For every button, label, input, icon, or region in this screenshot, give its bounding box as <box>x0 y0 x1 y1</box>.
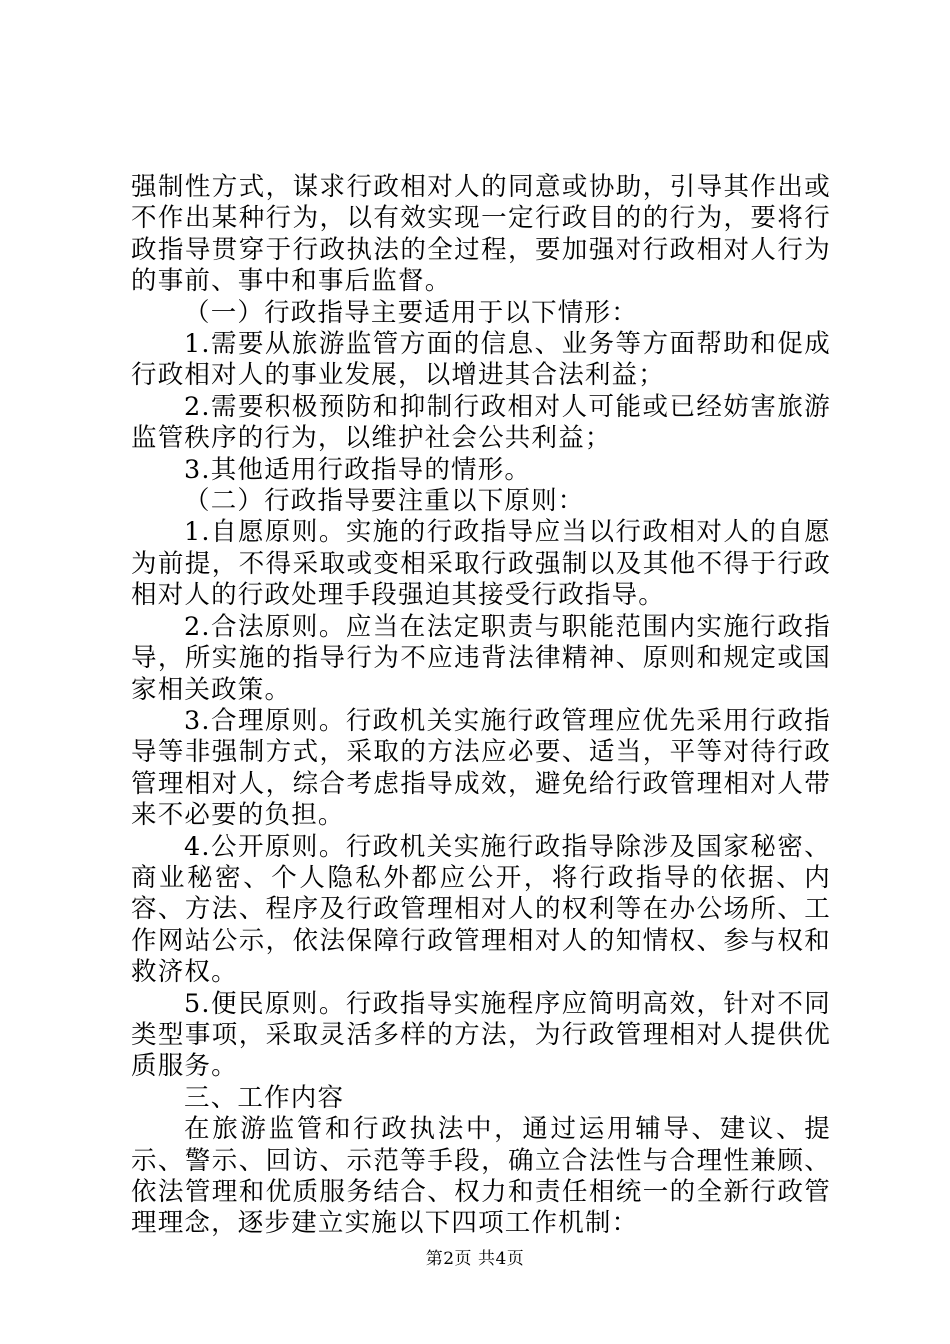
document-body <box>131 172 831 1240</box>
paragraph-continuation: 强制性方式，谋求行政相对人的同意或协助，引导其作出或不作出某种行为，以有效实现一定行政目的的行为，要将行政指导贯穿于行政执法的全过程，要加强对行政相对人行为的事前、事中和事后监督。 <box>131 172 831 297</box>
list-item-principle-public: 4.公开原则。行政机关实施行政指导除涉及国家秘密、商业秘密、个人隐私外都应公开，将行政指导的依据、内容、方法、程序及行政管理相对人的权利等在办公场所、工作网站公示，依法保障行政管理相对人的知情权、参与权和救济权。 <box>131 831 831 988</box>
section-heading-principles: （二）行政指导要注重以下原则： <box>184 486 585 517</box>
paragraph-work-content: 在旅游监管和行政执法中，通过运用辅导、建议、提示、警示、回访、示范等手段，确立合法性与合理性兼顾、依法管理和优质服务结合、权力和责任相统一的全新行政管理理念，逐步建立实施以下四项工作机制： <box>131 1114 831 1239</box>
list-item-principle-voluntary: 1.自愿原则。实施的行政指导应当以行政相对人的自愿为前提，不得采取或变相采取行政强制以及其他不得于行政相对人的行政处理手段强迫其接受行政指导。 <box>131 517 831 611</box>
list-item-principle-legal: 2.合法原则。应当在法定职责与职能范围内实施行政指导，所实施的指导行为不应违背法律精神、原则和规定或国家相关政策。 <box>131 611 831 705</box>
list-item-situation-3: 3.其他适用行政指导的情形。 <box>184 454 532 485</box>
page-number-label: 第2页 共4页 <box>425 1249 525 1269</box>
list-item-situation-1: 1.需要从旅游监管方面的信息、业务等方面帮助和促成行政相对人的事业发展，以增进其合法利益； <box>131 329 831 391</box>
page-footer <box>0 1244 950 1269</box>
list-item-principle-reasonable: 3.合理原则。行政机关实施行政管理应优先采用行政指导等非强制方式，采取的方法应必要、适当，平等对待行政管理相对人，综合考虑指导成效，避免给行政管理相对人带来不必要的负担。 <box>131 705 831 831</box>
section-heading-work-content: 三、工作内容 <box>184 1082 345 1113</box>
section-heading-applicable-situations: （一）行政指导主要适用于以下情形： <box>184 297 638 328</box>
list-item-principle-convenience: 5.便民原则。行政指导实施程序应简明高效，针对不同类型事项，采取灵活多样的方法，为行政管理相对人提供优质服务。 <box>131 988 831 1082</box>
list-item-situation-2: 2.需要积极预防和抑制行政相对人可能或已经妨害旅游监管秩序的行为，以维护社会公共利益； <box>131 391 831 454</box>
